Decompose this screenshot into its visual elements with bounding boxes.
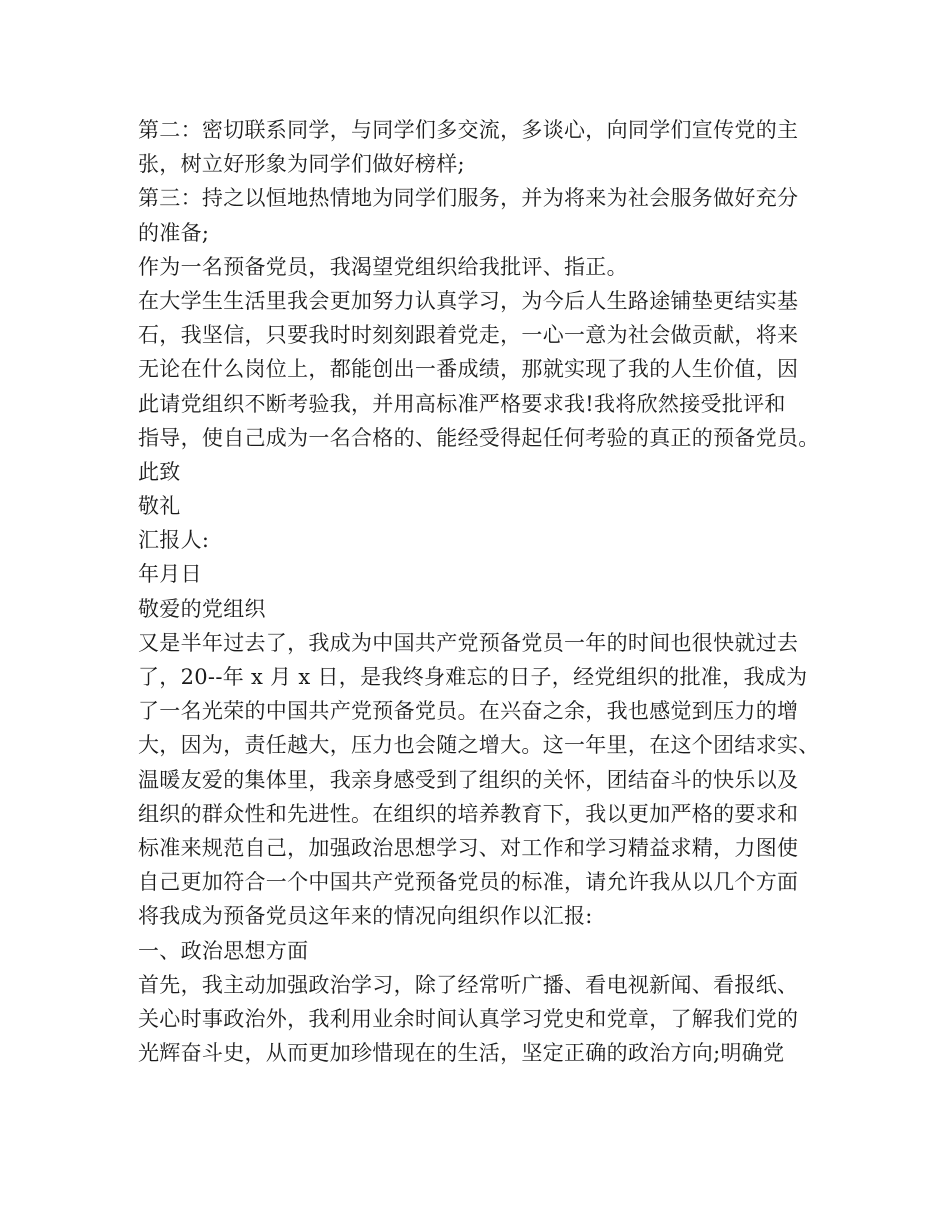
letter-greeting: 敬爱的党组织: [138, 596, 266, 621]
date-label: 年月日: [138, 562, 202, 587]
text-line: 了一名光荣的中国共产党预备党员。在兴奋之余，我也感觉到压力的增: [138, 699, 799, 724]
text-line: 第三：持之以恒地热情地为同学们服务，并为将来为社会服务做好充分: [138, 186, 799, 211]
document-body: [138, 113, 828, 1070]
text-line: 的准备;: [138, 220, 210, 245]
text-line: 无论在什么岗位上，都能创出一番成绩，那就实现了我的人生价值，因: [138, 357, 799, 382]
text-line: 指导，使自己成为一名合格的、能经受得起任何考验的真正的预备党员。: [138, 425, 820, 450]
text-line: 光辉奋斗史，从而更加珍惜现在的生活，坚定正确的政治方向;明确党: [138, 1041, 785, 1066]
text-line: 了，20--年 x 月 x 日，是我终身难忘的日子，经党组织的批准，我成为: [138, 665, 808, 689]
section-heading: 一、政治思想方面: [138, 938, 309, 963]
closing-salutation: 此致: [138, 459, 181, 484]
text-line: 在大学生生活里我会更加努力认真学习，为今后人生路途铺垫更结实基: [138, 288, 799, 313]
text-line: 张，树立好形象为同学们做好榜样;: [138, 152, 465, 177]
text-line: 组织的群众性和先进性。在组织的培养教育下，我以更加严格的要求和: [138, 801, 799, 826]
text-line: 标准来规范自己，加强政治思想学习、对工作和学习精益求精，力图使: [138, 835, 799, 860]
text-line: 温暖友爱的集体里，我亲身感受到了组织的关怀，团结奋斗的快乐以及: [138, 767, 799, 792]
reporter-label: 汇报人:: [138, 528, 210, 553]
text-line: 自己更加符合一个中国共产党预备党员的标准，请允许我从以几个方面: [138, 870, 799, 895]
closing-regards: 敬礼: [138, 494, 181, 519]
text-line: 此请党组织不断考验我，并用高标准严格要求我!我将欣然接受批评和: [138, 391, 786, 416]
text-line: 关心时事政治外，我利用业余时间认真学习党史和党章，了解我们党的: [138, 1006, 799, 1031]
text-line: 作为一名预备党员，我渴望党组织给我批评、指正。: [138, 254, 628, 279]
text-line: 大，因为，责任越大，压力也会随之增大。这一年里，在这个团结求实、: [138, 733, 820, 758]
text-line: 石，我坚信，只要我时时刻刻跟着党走，一心一意为社会做贡献，将来: [138, 323, 799, 348]
text-line: 将我成为预备党员这年来的情况向组织作以汇报:: [138, 904, 593, 929]
text-line: 第二：密切联系同学，与同学们多交流，多谈心，向同学们宣传党的主: [138, 118, 799, 142]
text-line: 又是半年过去了，我成为中国共产党预备党员一年的时间也很快就过去: [138, 630, 799, 655]
text-line: 首先，我主动加强政治学习，除了经常听广播、看电视新闻、看报纸、: [138, 972, 799, 997]
